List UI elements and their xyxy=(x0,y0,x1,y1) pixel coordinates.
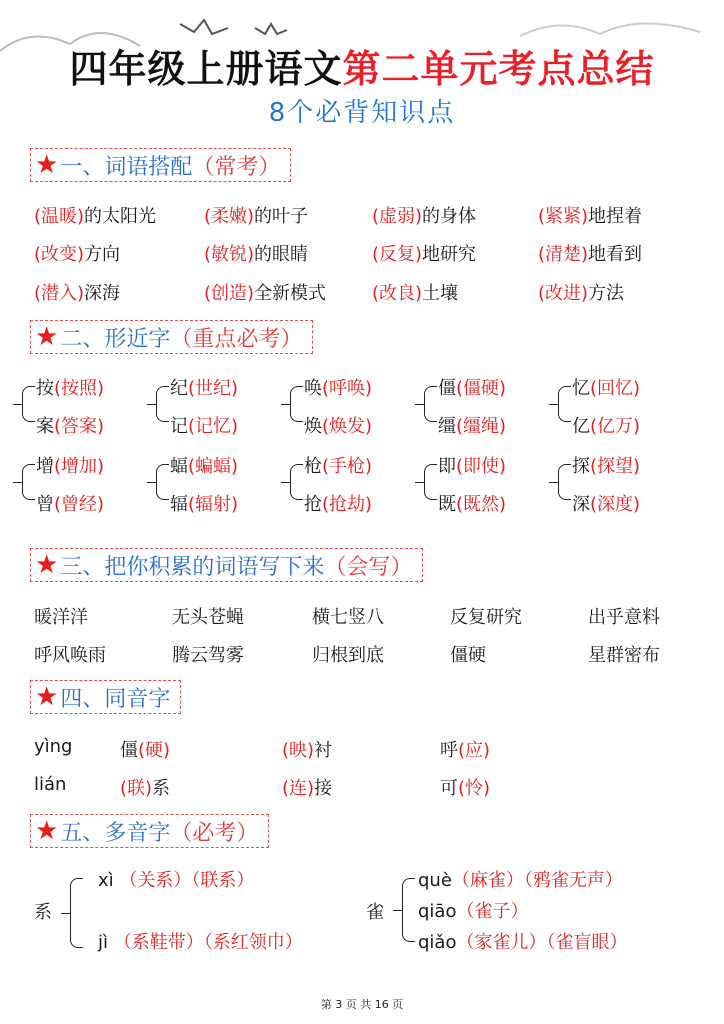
similar-char-item xyxy=(36,412,104,438)
collocation-word: (创造) xyxy=(204,283,255,304)
similar-char: 焕 xyxy=(304,416,322,437)
section-heading-3 xyxy=(30,548,423,582)
star-icon: ★ xyxy=(35,550,59,580)
collocation-tail: 地研究 xyxy=(422,244,477,265)
accumulated-word: 无头苍蝇 xyxy=(172,607,244,628)
section-heading-1 xyxy=(30,148,291,182)
section-note: （重点必考） xyxy=(170,326,303,352)
collocation-tail: 方向 xyxy=(84,244,121,265)
reading-pinyin: xì xyxy=(98,870,120,891)
similar-char-item xyxy=(36,490,104,516)
collocation-tail: 的叶子 xyxy=(254,206,309,227)
collocation-word: (温暖) xyxy=(34,206,85,227)
similar-char: 案 xyxy=(36,416,54,437)
similar-char-item xyxy=(170,452,238,478)
similar-char: 增 xyxy=(36,456,54,477)
collocation-item xyxy=(372,202,476,228)
reading-words: （家雀儿）（雀盲眼） xyxy=(456,932,628,953)
similar-word: (手枪) xyxy=(322,456,373,477)
star-icon: ★ xyxy=(35,322,59,352)
similar-word: (按照) xyxy=(54,378,105,399)
collocation-item xyxy=(204,279,326,305)
similar-char-item xyxy=(572,452,640,478)
accumulated-word: 呼风唤雨 xyxy=(34,645,106,666)
homophone-post: 衬 xyxy=(314,740,333,761)
collocation-item xyxy=(204,240,308,266)
polyphone-reading xyxy=(418,897,528,923)
section-label: 一、词语搭配 xyxy=(60,154,193,180)
polyphone-reading xyxy=(98,928,303,954)
reading-words: （关系）（联系） xyxy=(119,870,255,891)
collocation-item xyxy=(372,240,476,266)
similar-char-item xyxy=(304,374,372,400)
similar-char: 枪 xyxy=(304,456,322,477)
similar-char-item xyxy=(572,412,640,438)
similar-char: 缰 xyxy=(438,416,456,437)
collocation-item xyxy=(538,202,642,228)
polyphone-char: 雀 xyxy=(366,902,384,923)
similar-char: 记 xyxy=(170,416,188,437)
pinyin-label: lián xyxy=(34,774,67,795)
similar-char: 曾 xyxy=(36,494,54,515)
collocation-tail: 全新模式 xyxy=(254,283,327,304)
section-label: 五、多音字 xyxy=(60,820,171,846)
homophone-item xyxy=(120,774,170,800)
collocation-word: (虚弱) xyxy=(372,206,423,227)
similar-word: (世纪) xyxy=(188,378,239,399)
star-icon: ★ xyxy=(35,150,59,180)
page-title xyxy=(0,38,724,93)
accumulated-word: 横七竖八 xyxy=(312,607,384,628)
collocation-tail: 深海 xyxy=(84,283,121,304)
collocation-item xyxy=(34,240,120,266)
similar-char: 辐 xyxy=(170,494,188,515)
pinyin-label: yìng xyxy=(34,736,73,757)
brace-icon xyxy=(402,878,415,942)
collocation-word: (紧紧) xyxy=(538,206,589,227)
similar-word: (呼唤) xyxy=(322,378,373,399)
reading-words: （麻雀）（鸦雀无声） xyxy=(451,870,623,891)
brace-icon xyxy=(558,464,571,500)
similar-char: 忆 xyxy=(572,378,590,399)
collocation-tail: 地捏着 xyxy=(588,206,643,227)
title-part1: 四年级上册语文 xyxy=(69,46,343,91)
section-note: （常考） xyxy=(192,154,281,180)
reading-words: （系鞋带）（系红领巾） xyxy=(113,932,303,953)
collocation-tail: 方法 xyxy=(588,283,625,304)
polyphone-reading xyxy=(418,866,623,892)
similar-char: 亿 xyxy=(572,416,590,437)
collocation-item xyxy=(372,279,458,305)
reading-pinyin: jì xyxy=(98,932,114,953)
reading-pinyin: qiāo xyxy=(418,901,457,922)
similar-word: (曾经) xyxy=(54,494,105,515)
collocation-item xyxy=(204,202,308,228)
section-heading-5 xyxy=(30,814,269,848)
homophone-word: (硬) xyxy=(138,740,171,761)
accumulated-word: 归根到底 xyxy=(312,645,384,666)
similar-char-item xyxy=(572,490,640,516)
collocation-tail: 的身体 xyxy=(422,206,477,227)
collocation-word: (反复) xyxy=(372,244,423,265)
collocation-tail: 地看到 xyxy=(588,244,643,265)
similar-word: (亿万) xyxy=(590,416,641,437)
accumulated-word: 暖洋洋 xyxy=(34,607,88,628)
accumulated-word: 出乎意料 xyxy=(588,607,660,628)
homophone-pre: 可 xyxy=(440,778,458,799)
similar-word: (抢劫) xyxy=(322,494,373,515)
similar-word: (即使) xyxy=(456,456,507,477)
brace-icon xyxy=(22,386,35,422)
homophone-post: 接 xyxy=(314,778,333,799)
similar-char: 蝠 xyxy=(170,456,188,477)
similar-char: 抢 xyxy=(304,494,322,515)
collocation-item xyxy=(538,279,624,305)
homophone-word: (联) xyxy=(120,778,153,799)
similar-char-item xyxy=(170,412,238,438)
title-part2: 第二单元考点总结 xyxy=(342,46,655,91)
similar-char-item xyxy=(572,374,640,400)
polyphone-reading xyxy=(418,928,627,954)
homophone-item xyxy=(282,774,332,800)
brace-icon xyxy=(424,464,437,500)
similar-word: (答案) xyxy=(54,416,105,437)
similar-char-item xyxy=(438,412,506,438)
reading-pinyin: què xyxy=(418,870,452,891)
homophone-item xyxy=(440,736,490,762)
collocation-word: (敏锐) xyxy=(204,244,255,265)
section-heading-4 xyxy=(30,680,181,714)
similar-char: 唤 xyxy=(304,378,322,399)
star-icon: ★ xyxy=(35,682,59,712)
brace-icon xyxy=(156,386,169,422)
similar-word: (增加) xyxy=(54,456,105,477)
collocation-item xyxy=(538,240,642,266)
similar-char-item xyxy=(170,490,238,516)
similar-word: (焕发) xyxy=(322,416,373,437)
collocation-tail: 土壤 xyxy=(422,283,459,304)
similar-word: (探望) xyxy=(590,456,641,477)
similar-char-item xyxy=(438,374,506,400)
similar-word: (缰绳) xyxy=(456,416,507,437)
collocation-item xyxy=(34,202,156,228)
homophone-word: (应) xyxy=(458,740,491,761)
collocation-word: (清楚) xyxy=(538,244,589,265)
brace-icon xyxy=(290,464,303,500)
polyphone-reading xyxy=(98,866,254,892)
section-label: 二、形近字 xyxy=(60,326,171,352)
collocation-word: (改良) xyxy=(372,283,423,304)
collocation-tail: 的眼睛 xyxy=(254,244,309,265)
brace-icon xyxy=(290,386,303,422)
homophone-pre: 呼 xyxy=(440,740,458,761)
similar-word: (深度) xyxy=(590,494,641,515)
homophone-pre: 僵 xyxy=(120,740,138,761)
collocation-tail: 的太阳光 xyxy=(84,206,157,227)
brace-icon xyxy=(424,386,437,422)
similar-word: (辐射) xyxy=(188,494,239,515)
similar-char-item xyxy=(438,490,506,516)
brace-icon xyxy=(70,878,83,948)
similar-char-item xyxy=(438,452,506,478)
accumulated-word: 反复研究 xyxy=(450,607,522,628)
section-heading-2 xyxy=(30,320,313,354)
similar-char-item xyxy=(170,374,238,400)
section-note: （必考） xyxy=(170,820,259,846)
reading-words: （雀子） xyxy=(456,901,529,922)
homophone-item xyxy=(120,736,170,762)
similar-char: 探 xyxy=(572,456,590,477)
similar-word: (既然) xyxy=(456,494,507,515)
brace-icon xyxy=(558,386,571,422)
similar-char-item xyxy=(304,490,372,516)
homophone-word: (映) xyxy=(282,740,315,761)
collocation-word: (改进) xyxy=(538,283,589,304)
homophone-post: 系 xyxy=(152,778,171,799)
homophone-word: (连) xyxy=(282,778,315,799)
reading-pinyin: qiǎo xyxy=(418,932,457,953)
similar-char: 纪 xyxy=(170,378,188,399)
brace-icon xyxy=(22,464,35,500)
similar-char: 即 xyxy=(438,456,456,477)
page-subtitle: 8个必背知识点 xyxy=(268,98,456,128)
brace-icon xyxy=(156,464,169,500)
similar-word: (僵硬) xyxy=(456,378,507,399)
similar-char-item xyxy=(304,412,372,438)
accumulated-word: 星群密布 xyxy=(588,645,660,666)
similar-char: 深 xyxy=(572,494,590,515)
accumulated-word: 僵硬 xyxy=(450,645,486,666)
similar-char-item xyxy=(36,452,104,478)
collocation-word: (潜入) xyxy=(34,283,85,304)
similar-char: 僵 xyxy=(438,378,456,399)
homophone-word: (怜) xyxy=(458,778,491,799)
similar-char-item xyxy=(304,452,372,478)
similar-word: (回忆) xyxy=(590,378,641,399)
collocation-word: (改变) xyxy=(34,244,85,265)
collocation-item xyxy=(34,279,120,305)
page-footer: 第 3 页 共 16 页 xyxy=(320,998,404,1011)
similar-char: 按 xyxy=(36,378,54,399)
similar-word: (蝙蝠) xyxy=(188,456,239,477)
collocation-word: (柔嫩) xyxy=(204,206,255,227)
similar-char-item xyxy=(36,374,104,400)
similar-char: 既 xyxy=(438,494,456,515)
homophone-item xyxy=(440,774,490,800)
homophone-item xyxy=(282,736,332,762)
star-icon: ★ xyxy=(35,816,59,846)
section-label: 三、把你积累的词语写下来 xyxy=(60,554,325,580)
section-label: 四、同音字 xyxy=(60,686,171,712)
polyphone-char: 系 xyxy=(34,902,52,923)
similar-word: (记忆) xyxy=(188,416,239,437)
section-note: （会写） xyxy=(324,554,413,580)
accumulated-word: 腾云驾雾 xyxy=(172,645,244,666)
